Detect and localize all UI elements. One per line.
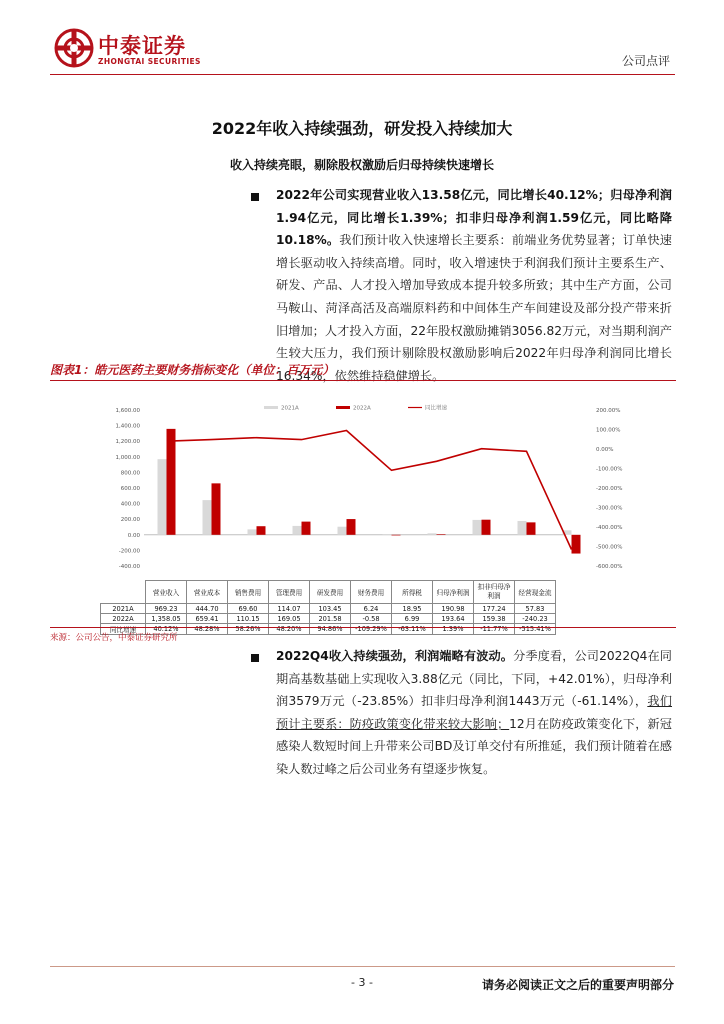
bar-2021A [293,526,302,535]
bar-2022A [257,526,266,535]
table-row-label: 同比增速 [101,624,146,635]
bar-2022A [347,519,356,535]
figure-source: 来源：公司公告，中泰证券研究所 [50,633,178,643]
legend-swatch [264,406,278,409]
report-type-tag: 公司点评 [621,54,670,68]
right-axis-tick-label: 200.00% [596,408,621,414]
right-axis-ticks [596,408,622,570]
bullet-square-icon [251,654,259,662]
table-cell: 193.64 [433,614,474,624]
left-axis-tick-label: 1,600.00 [115,408,140,414]
table-cell: 58.26% [228,624,269,635]
table-cell: 18.95 [392,604,433,614]
bar-2022A [392,535,401,536]
left-axis-tick-label: 600.00 [120,486,140,492]
bar-2022A [482,520,491,535]
table-cell: -515.41% [515,624,556,635]
table-cell: 177.24 [474,604,515,614]
bar-2022A [302,522,311,535]
bar-2021A [203,500,212,535]
bar-2021A [248,529,257,534]
legend-swatch [336,406,350,409]
paragraph-body: 我们预计收入快速增长主要系：前端业务优势显著；订单快速增长驱动收入持续高增。同时，收入增速快于利润我们预计主要系生产、研发、产品、人才投入增加导致成本提升较多所致；其中生产方面，公司马鞍山、菏泽高活及高端原料药和中间体生产车间建设及部分投产带来折旧增加；人才投入方面，22年股权激励摊销3056.82万元，对当期利润产生较大压力，我们预计剔除股权激励影响后2022年归母净利润同比增长16.34%，依然维持稳健增长。 [276,233,672,383]
table-cell: 114.07 [269,604,310,614]
right-axis-tick-label: -600.00% [596,564,623,570]
legend-label: 2021A [281,405,299,412]
right-axis-tick-label: -100.00% [596,466,623,473]
table-cell: 40.12% [146,624,187,635]
bar-2021A [158,459,167,535]
table-cell: 1.39% [433,624,474,635]
right-axis-tick-label: 0.00% [596,447,614,453]
bar-2022A [572,535,581,554]
left-axis-tick-label: 800.00 [120,470,140,477]
disclaimer-note: 请务必阅读正文之后的重要声明部分 [481,978,674,992]
paragraph-annual-results [276,184,672,387]
growth-rate-line [167,431,572,550]
table-header-row [101,581,556,604]
table-cell: 57.83 [515,604,556,614]
table-cell: 1,358.05 [146,614,187,624]
bar-2021A [338,527,347,535]
table-cell: 169.05 [269,614,310,624]
logo-english-name: ZHONGTAI SECURITIES [98,57,201,66]
section-subtitle: 收入持续亮眼，剔除股权激励后归母持续快速增长 [229,158,494,172]
bar-2022A [212,483,221,534]
company-logo [54,28,224,72]
table-cell: 659.41 [187,614,228,624]
bar-2021A [473,520,482,535]
table-cell: 444.70 [187,604,228,614]
table-row [101,614,556,624]
legend-label: 2022A [353,405,371,412]
paragraph-lead-bold: 2022年公司实现营业收入13.58亿元，同比增长40.12%；归母净利润1.94亿元，同比增长1.39%；扣非归母净利润1.59亿元，同比略降10.18%。 [276,188,672,248]
figure-top-rule [50,380,676,381]
table-cell: -109.29% [351,624,392,635]
right-axis-tick-label: -500.00% [596,544,623,551]
table-cell: 159.38 [474,614,515,624]
chart-legend [264,404,448,412]
table-cell: 6.24 [351,604,392,614]
table-corner-cell [101,581,146,604]
bullet-square-icon [251,193,259,201]
table-header-cell: 财务费用 [351,581,392,604]
left-axis-tick-label: 1,000.00 [115,454,140,461]
footer-divider [50,966,675,967]
table-header-cell: 营业收入 [146,581,187,604]
bar-2022A [527,522,536,534]
table-cell: 103.45 [310,604,351,614]
left-axis-tick-label: -200.00 [118,548,140,555]
table-row-label: 2022A [101,614,146,624]
paragraph-body: 分季度看，公司2022Q4在同期高基数基础上实现收入3.88亿元（同比，下同，+42.01%），归母净利润3579万元（-23.85%）扣非归母净利润1443万元（-61.14%）， [276,649,672,709]
table-cell: -63.11% [392,624,433,635]
bar-2021A [518,521,527,535]
table-header-cell: 管理费用 [269,581,310,604]
table-header-cell: 销售费用 [228,581,269,604]
right-axis-tick-label: -300.00% [596,505,623,512]
page-number: - 3 - [351,976,373,989]
right-axis-tick-label: -400.00% [596,525,623,531]
left-axis-tick-label: 400.00 [120,501,140,508]
table-cell: -240.23 [515,614,556,624]
right-axis-tick-label: 100.00% [596,427,621,434]
table-cell: 110.15 [228,614,269,624]
table-cell: 201.58 [310,614,351,624]
table-header-cell: 所得税 [392,581,433,604]
bar-2021A [428,533,437,534]
left-axis-tick-label: 0.00 [127,532,140,539]
table-header-cell: 归母净利润 [433,581,474,604]
table-header-cell: 研发费用 [310,581,351,604]
bar-2022A [167,429,176,535]
table-row [101,604,556,614]
table-row-label: 2021A [101,604,146,614]
section-title: 2022年收入持续强劲，研发投入持续加大 [211,119,513,138]
paragraph-body: 12月在防疫政策变化下，新冠感染人数短时间上升带来公司BD及订单交付有所推延，我们预计随着在感染人数过峰之后公司业务有望逐步恢复。 [276,716,672,776]
table-cell: 969.23 [146,604,187,614]
left-axis-tick-label: 200.00 [120,517,140,524]
left-axis-tick-label: 1,200.00 [115,439,140,446]
table-cell: -11.77% [474,624,515,635]
table-cell: 94.86% [310,624,351,635]
table-header-cell: 营业成本 [187,581,228,604]
left-axis-tick-label: -400.00 [118,564,140,570]
table-cell: -0.58 [351,614,392,624]
figure-bottom-rule [50,627,676,628]
table-cell: 48.20% [269,624,310,635]
right-axis-tick-label: -200.00% [596,486,623,492]
table-cell: 69.60 [228,604,269,614]
bar-2022A [437,534,446,535]
paragraph-underlined: 我们预计主要系：防疫政策变化带来较大影响； [276,694,673,731]
table-header-cell: 经营现金流 [515,581,556,604]
paragraph-q4-results [276,645,672,781]
figure-title: 图表1：皓元医药主要财务指标变化（单位：百万元） [50,363,335,377]
zhongtai-emblem-icon [54,28,94,68]
table-cell: 190.98 [433,604,474,614]
table-header-cell: 扣非归母净利润 [474,581,515,604]
left-axis-ticks [116,408,141,570]
table-cell: 48.28% [187,624,228,635]
header-divider [50,74,675,75]
paragraph-lead-bold: 2022Q4收入持续强劲，利润端略有波动。 [276,649,514,663]
logo-chinese-name: 中泰证券 [98,34,186,58]
table-cell: 6.99 [392,614,433,624]
financial-chart [86,396,626,576]
legend-label: 同比增速 [425,405,448,412]
left-axis-tick-label: 1,400.00 [115,423,140,430]
bar-2021A [383,534,392,535]
growth-line [167,431,572,550]
